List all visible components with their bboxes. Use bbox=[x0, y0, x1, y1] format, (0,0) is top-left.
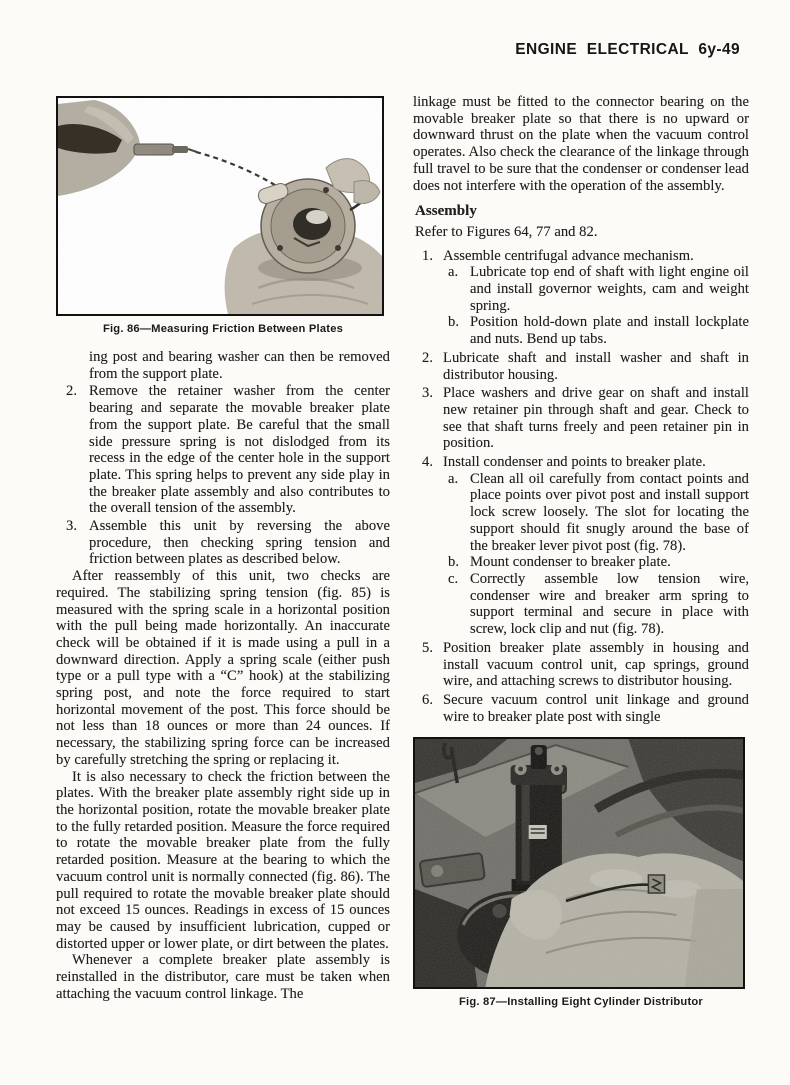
step-text: Lubricate shaft and install washer and shaft in distributor housing. bbox=[443, 349, 749, 383]
step-number: 5. bbox=[422, 639, 434, 656]
list-text: Assemble this unit by reversing the above procedure, then checking spring tension and friction between plates as described below. bbox=[89, 518, 390, 568]
step-number: 1. bbox=[422, 247, 434, 264]
step-number: 6. bbox=[422, 691, 434, 708]
sub-step-text: Correctly assemble low tension wire, condenser wire and breaker arm spring to support terminal and secure in place with screw, lock clip and nut (fig. 78). bbox=[470, 570, 749, 638]
figure-86-caption: Fig. 86—Measuring Friction Between Plates bbox=[102, 323, 344, 335]
figure-87-caption: Fig. 87—Installing Eight Cylinder Distributor bbox=[459, 996, 703, 1009]
sub-step-1b bbox=[443, 314, 749, 347]
right-column-text bbox=[413, 94, 749, 725]
sub-step-letter: a. bbox=[448, 264, 459, 281]
step-number: 4. bbox=[422, 454, 434, 471]
paragraph-continuation: linkage must be fitted to the connector bearing on the movable breaker plate so that there is no upward or downward thrust on the plate when the vacuum control operates. Also check the clearance of the linkage through full travel to be sure that the condenser or condenser lead does not interfere with the operation of the assembly. bbox=[413, 94, 749, 194]
step-text: Position breaker plate assembly in housing and install vacuum control unit, cap springs, ground wire, and attaching screws to distributor housing. bbox=[443, 639, 749, 690]
paragraph-continuation: ing post and bearing washer can then be removed from the support plate. bbox=[89, 349, 390, 382]
figure-87-photo bbox=[413, 737, 745, 989]
step-number: 2. bbox=[422, 349, 434, 366]
list-number: 3. bbox=[66, 518, 78, 535]
paragraph: Whenever a complete breaker plate assembly is reinstalled in the distributor, care must be taken when attaching the vacuum control linkage. The bbox=[56, 952, 390, 1002]
right-column bbox=[413, 94, 749, 1008]
step-text: Assemble centrifugal advance mechanism. bbox=[443, 247, 694, 264]
sub-step-text: Position hold-down plate and install lockplate and nuts. Bend up tabs. bbox=[470, 314, 749, 348]
step-number: 3. bbox=[422, 385, 434, 402]
step-text: Place washers and drive gear on shaft and install new retainer pin through shaft and gear. Check to see that shaft turns freely and peen retainer pin in position. bbox=[443, 385, 749, 452]
assembly-intro: Refer to Figures 64, 77 and 82. bbox=[415, 223, 598, 240]
list-text: Remove the retainer washer from the center bearing and separate the movable breaker plate from the support plate. Be careful that the small side pressure spring is not dislodged from its recess in the edge of the center hole in the support plate. This spring helps to prevent any side play in the breaker plate assembly and also contributes to the overall tension of the assembly. bbox=[89, 383, 390, 517]
figure-87 bbox=[413, 737, 749, 1008]
step-text: Install condenser and points to breaker plate. bbox=[443, 454, 706, 471]
assembly-step-5 bbox=[413, 640, 749, 690]
assembly-heading: Assembly bbox=[415, 203, 477, 220]
list-item-2 bbox=[56, 383, 390, 517]
paragraph: It is also necessary to check the friction between the plates. With the breaker plate assembly right side up in the horizontal position, rotate the movable breaker plate to the fully retarded position. Measure the force required to rotate the movable breaker plate from the fully retarded position. Measure at the bearing to which the vacuum control unit is normally connected (fig. 86). The pull required to rotate the movable breaker plate should not exceed 15 ounces. Readings in excess of 15 ounces may be caused by insufficient lubrication, cupped or distorted upper or lower plate, or dirt between the plates. bbox=[56, 768, 390, 952]
list-number: 2. bbox=[66, 383, 78, 400]
step-text: Secure vacuum control unit linkage and ground wire to breaker plate post with single bbox=[443, 691, 749, 725]
assembly-step-3 bbox=[413, 385, 749, 452]
left-column bbox=[56, 96, 390, 1002]
sub-step-text: Clean all oil carefully from contact points and place points over pivot post and install support lock screw loosely. The slot for locating the support should fit snugly around the base of the breaker lever pivot post (fig. 78). bbox=[470, 470, 749, 554]
sub-step-letter: a. bbox=[448, 470, 459, 487]
sub-step-text: Lubricate top end of shaft with light engine oil and install governor weights, cam and weight spring. bbox=[470, 264, 749, 314]
paragraph: After reassembly of this unit, two checks are required. The stabilizing spring tension (fig. 85) is measured with the spring scale in a horizontal position with the pull being made horizontally. An inaccurate check will be obtained if it is made using a pull in a downward direction. Apply a spring scale (either push type or a pull type with a “C” hook) at the stabilizing spring post, and note the force required to start horizontal movement of the post. This force should be not less than 18 ounces or more than 24 ounces. If necessary, the stabilizing spring force can be increased by carefully stretching the spring or replacing it. bbox=[56, 568, 390, 768]
sub-step-letter: b. bbox=[448, 554, 460, 571]
page-header: ENGINE ELECTRICAL 6y-49 bbox=[515, 41, 740, 58]
sub-step-1a bbox=[443, 264, 749, 314]
assembly-step-6 bbox=[413, 692, 749, 725]
assembly-step-1 bbox=[413, 248, 749, 348]
left-column-text bbox=[56, 349, 390, 1002]
assembly-step-4 bbox=[413, 454, 749, 638]
sub-step-letter: c. bbox=[448, 570, 459, 587]
sub-step-4a bbox=[443, 471, 749, 555]
figure-86-photo bbox=[56, 96, 384, 316]
list-item-3 bbox=[56, 518, 390, 568]
sub-step-4c bbox=[443, 571, 749, 638]
figure-86 bbox=[56, 96, 390, 335]
sub-step-4b bbox=[443, 554, 749, 571]
sub-step-letter: b. bbox=[448, 314, 460, 331]
assembly-step-2 bbox=[413, 350, 749, 383]
installing-distributor-photo-illustration bbox=[415, 739, 743, 987]
measuring-friction-photo-illustration bbox=[58, 98, 382, 314]
sub-step-text: Mount condenser to breaker plate. bbox=[470, 554, 671, 571]
